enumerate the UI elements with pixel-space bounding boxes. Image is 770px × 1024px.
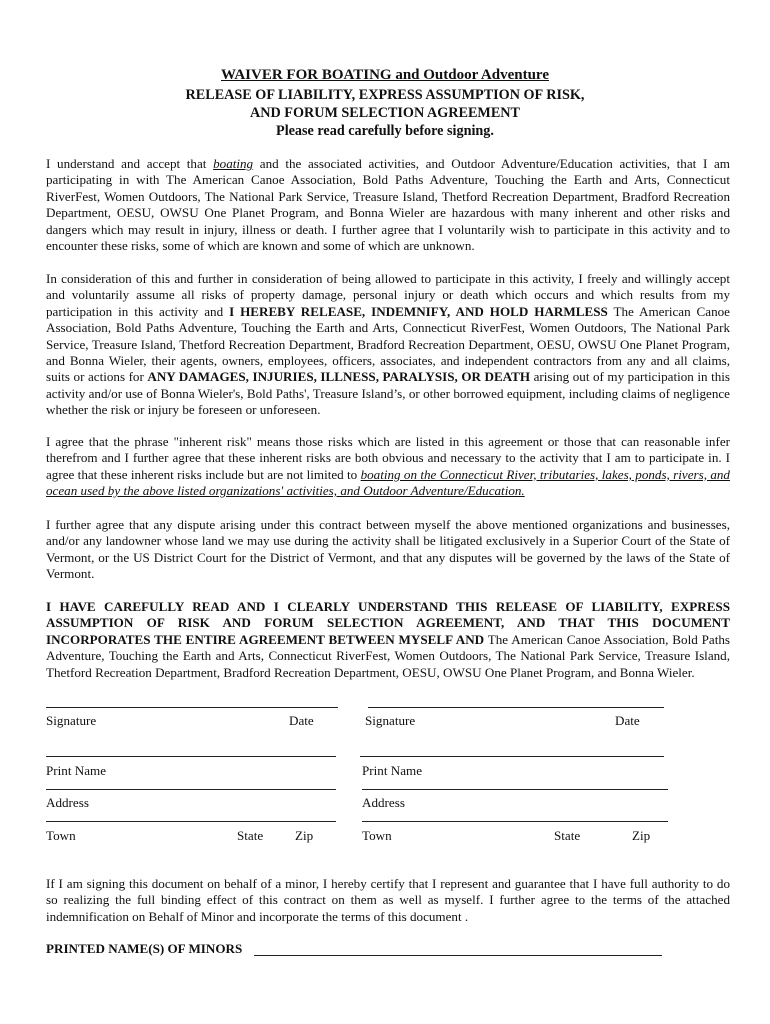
signature-label-right: Signature xyxy=(365,713,416,728)
signature-line-right[interactable] xyxy=(368,707,664,708)
p2-text-b: The American Canoe Association, Bold Paths Adventure, Touching the Earth and Arts, Connecticut RiverFest, Women Outdoors, The National Park Service, Treasure Island, Thetford Recreation Department, Bradford Recreation Department, OESU, OWSU One Planet Program, and Bonna Wieler, their agents, owners, employees, officers, associates, and independent contractors from any and all claims, suits or actions for xyxy=(46,303,730,385)
state-label-left: State xyxy=(237,828,264,843)
print-name-label-right: Print Name xyxy=(362,763,423,778)
zip-label-right: Zip xyxy=(632,828,651,843)
paragraph-release xyxy=(46,271,730,419)
paragraph-acknowledgement xyxy=(46,599,730,681)
print-name-line-right[interactable] xyxy=(360,756,664,757)
town-label-right: Town xyxy=(362,828,392,843)
document-title: WAIVER FOR BOATING and Outdoor Adventure xyxy=(221,67,549,83)
address-line-left[interactable] xyxy=(46,789,336,790)
paragraph-inherent-risk xyxy=(46,434,730,500)
subtitle-line-1: RELEASE OF LIABILITY, EXPRESS ASSUMPTION OF RISK, xyxy=(185,87,585,103)
print-name-line-left[interactable] xyxy=(46,756,336,757)
minors-name-line[interactable] xyxy=(254,955,662,956)
p2-bold-release: I HEREBY RELEASE, INDEMNIFY, AND HOLD HARMLESS xyxy=(229,303,608,319)
address-label-right: Address xyxy=(362,795,405,810)
p5-bold: I HAVE CAREFULLY READ AND I CLEARLY UNDERSTAND THIS RELEASE OF LIABILITY, EXPRESS ASSUMPTION OF RISK AND FORUM SELECTION AGREEMENT, AND THAT THIS DOCUMENT INCORPORATES THE ENTIRE AGREEMENT BETWEEN MYSELF AND xyxy=(46,599,730,647)
paragraph-minor-authority: If I am signing this document on behalf of a minor, I hereby certify that I represent and guarantee that I have full authority to do so realizing the full binding effect of this contract on them as well as myself. I further agree to the terms of the attached indemnification on Behalf of Minor and incorporate the terms of this document . xyxy=(46,876,730,924)
town-label-left: Town xyxy=(46,828,76,843)
p5-rest: The American Canoe Association, Bold Paths Adventure, Touching the Earth and Arts, Connecticut RiverFest, Women Outdoors, The National Park Service, Treasure Island, Thetford Recreation Department, Bradford Recreation Department, OESU, OWSU One Planet Program, and Bonna Wieler. xyxy=(46,631,730,680)
p2-text-c: arising out of my participation in this activity and/or use of Bonna Wieler's, Bold Paths', Treasure Island’s, or other borrowed equipment, including claims of negligence whether the risk or injury be foreseen or unforeseen. xyxy=(46,369,730,418)
print-name-label-left: Print Name xyxy=(46,763,107,778)
state-label-right: State xyxy=(554,828,581,843)
p2-bold-damages: ANY DAMAGES, INJURIES, ILLNESS, PARALYSIS, OR DEATH xyxy=(147,369,531,385)
address-label-left: Address xyxy=(46,795,89,810)
p1-text-b: and the associated activities, and Outdoor Adventure/Education activities, that I am participating in with The American Canoe Association, Bold Paths Adventure, Touching the Earth and Arts, Connecticut RiverFest, Women Outdoors, The National Park Service, Treasure Island, Thetford Recreation Department, Bradford Recreation Department, OESU, OWSU One Planet Program, and Bonna Wieler are hazardous with many inherent and other risks and dangers which may result in injury, illness or death. I further agree that I voluntarily wish to participate in this activity and to encounter these risks, some of which are known and some of which are unknown. xyxy=(46,156,730,254)
date-label-left: Date xyxy=(289,713,314,728)
signature-label-left: Signature xyxy=(46,713,97,728)
minors-name-label: PRINTED NAME(S) OF MINORS xyxy=(46,941,243,956)
address-line-right[interactable] xyxy=(362,789,668,790)
p1-text-a: I understand and accept that xyxy=(46,156,214,171)
p2-text-a: In consideration of this and further in consideration of being allowed to participate in this activity, I freely and willingly accept and voluntarily assume all risks of property damage, personal injury or death which occurs and which results from my participation in this activity and xyxy=(46,271,730,319)
signature-line-left[interactable] xyxy=(46,707,338,708)
instruction-line: Please read carefully before signing. xyxy=(276,123,494,139)
paragraph-forum-selection: I further agree that any dispute arising under this contract between myself the above mentioned organizations and businesses, and/or any landowner whose land we may use during the activity shall be litigated exclusively in a Superior Court of the State of Vermont, or the US District Court for the District of Vermont, and that any disputes will be governed by the laws of the State of Vermont. xyxy=(46,517,730,582)
p3-underlined-risks: boating on the Connecticut River, tributaries, lakes, ponds, rivers, and ocean used by the above listed organizations' activities, and Outdoor Adventure/Education. xyxy=(46,466,730,499)
town-line-right[interactable] xyxy=(362,821,668,822)
date-label-right: Date xyxy=(615,713,640,728)
boating-underlined: boating xyxy=(213,156,254,171)
paragraph-acceptance xyxy=(46,156,730,254)
zip-label-left: Zip xyxy=(295,828,314,843)
p3-text-a: I agree that the phrase "inherent risk" means those risks which are listed in this agreement or those that can reasonable infer therefrom and I further agree that these inherent risks are both obvious and necessary to the activity that I am to participate in. I agree that these inherent risks include but are not limited to xyxy=(46,434,730,482)
town-line-left[interactable] xyxy=(46,821,336,822)
subtitle-line-2: AND FORUM SELECTION AGREEMENT xyxy=(250,105,520,121)
